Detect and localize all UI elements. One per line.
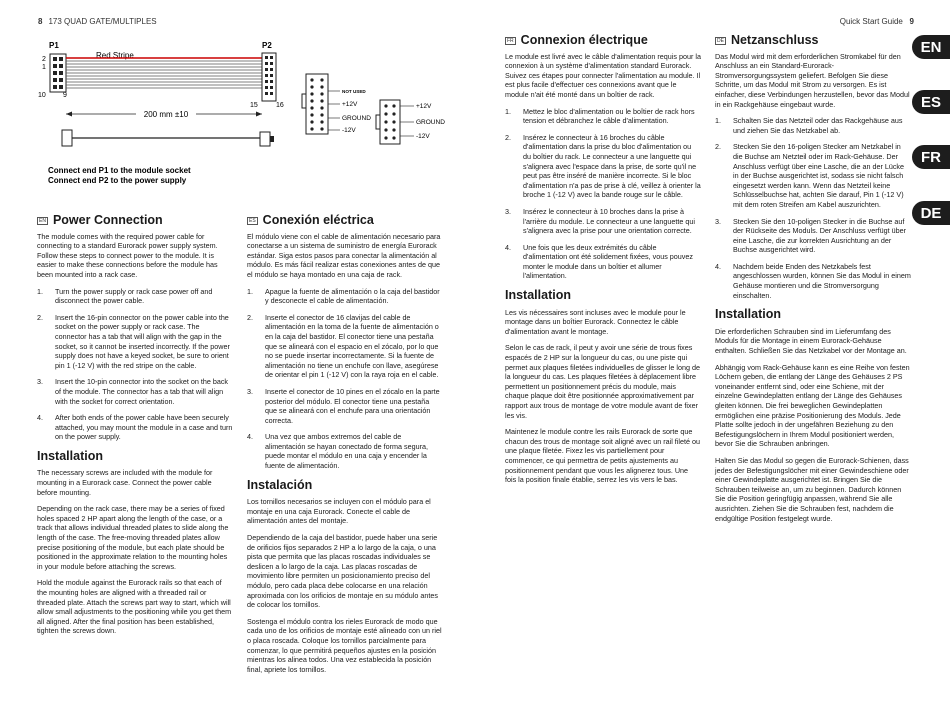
label-red-stripe: Red Stripe — [96, 51, 134, 60]
step-number: 4. — [37, 413, 43, 423]
step-text: Nachdem beide Enden des Netzkabels fest angeschlossen wurden, können Sie das Modul in einem Gehäuse montieren und die Stromversorgung einschalten. — [733, 261, 911, 300]
installation-p1-de: Die erforderlichen Schrauben sind im Lieferumfang des Moduls für die Montage in einem Eurorack-Gehäuse enthalten. Schließen Sie das Netzkabel vor der Montage an. — [715, 326, 907, 356]
list-item — [715, 142, 911, 209]
installation-p3-es: Sostenga el módulo contra los rieles Eurorack de modo que cada uno de los orificios de montaje esté alineado con un riel o placa roscada. Coloque los tornillos parcialmente para comenzar, lo que permitirá pequeños ajustes en la posición mientras los alinea todos. Una vez establecida la posición final, apriete los tornillos. — [247, 616, 442, 674]
label-ground-a: GROUND — [342, 115, 371, 122]
heading-power-connection-fr — [505, 33, 701, 47]
step-text: Inserte el conector de 16 clavijas del cable de alimentación en la toma de la fuente de alimentación o en la caja del bastidor. El conector tiene una pestaña que se alineará con el espacio en el zócalo, por lo que no se puede insertar incorrectamente. Si la fuente de alimentación no tiene un enchufe con llave, asegúrese de orientar el pin 1 (-12 V) con la raya roja en el cable. — [265, 312, 439, 380]
installation-p2-fr: Selon le cas de rack, il peut y avoir une série de trous fixes espacés de 2 HP sur la longueur du cas, ou une piste qui permet aux plaques filetées individuelles de glisser le long de la longueur du cas. Les plaques filetées à déplacement libre permettent un positionnement précis du module, mais chaque plaque doit être positionnée approximativement par rapport aux trous de montage de votre module avant de fixer les vis. — [505, 343, 700, 420]
step-text: Insérez le connecteur à 10 broches dans la prise à l'arrière du module. Le connecteur a une languette qui s'alignera avec la prise pour une orientation correcte. — [523, 206, 695, 236]
step-number: 4. — [715, 261, 721, 271]
list-item — [37, 377, 233, 406]
label-plus-12v-b: +12V — [416, 103, 432, 110]
list-item — [247, 387, 443, 425]
guide-title: Quick Start Guide — [839, 17, 903, 26]
heading-power-connection-es — [247, 213, 443, 227]
lang-badge-es: ES — [249, 217, 256, 224]
intro-es: El módulo viene con el cable de alimentación necesario para conectarse a un sistema de suministro de energía Eurorack estándar. Siga estos pasos para conectar la alimentación al módulo. Es más fácil realizar estas conexiones antes de que el módulo se haya montado en una caja de rack. — [247, 231, 441, 279]
dimension-line — [66, 107, 262, 119]
steps-es — [247, 287, 443, 471]
list-item — [505, 207, 701, 236]
step-number: 3. — [715, 216, 721, 226]
title-de: Netzanschluss — [730, 33, 819, 47]
heading-power-connection-en — [37, 213, 233, 227]
step-text: Stecken Sie den 16-poligen Stecker am Netzkabel in die Buchse am Netzteil oder im Rack-Gehäuse. Der Anschluss verfügt über eine Lasche, die an der Lücke in der Buchse ausgerichtet ist, sodass sie nicht falsch eingesetzt werden kann. Wenn das Netzteil keine Schlüsselbuchse hat, achten Sie darauf, Pin 1 (-12 V) mit dem roten Streifen am Kabel auszurichten. — [733, 142, 905, 209]
installation-p1-en: The necessary screws are included with the module for mounting in a Eurorack case. Connect the power cable before mounting. — [37, 468, 213, 497]
power-cable-diagram — [36, 36, 456, 196]
installation-p1-es: Los tornillos necesarios se incluyen con el módulo para el montaje en una caja Eurorack. Conecte el cable de alimentación antes del montaje. — [247, 497, 431, 526]
installation-p3-en: Hold the module against the Eurorack rails so that each of the mounting holes are aligned with a threaded rail or threaded plate. Attach the screws part way to start, which will allow small adjustments to the positioning while you get them all aligned. After the final position has been established, tighten the screws down. — [37, 578, 232, 636]
label-not-used: NOT USED — [342, 89, 366, 94]
caption-p2: Connect end P2 to the power supply — [48, 176, 187, 185]
label-minus-12v-b: -12V — [416, 133, 430, 140]
label-p2: P2 — [262, 41, 272, 50]
installation-p3-de: Halten Sie das Modul so gegen die Eurorack-Schienen, dass jedes der Befestigungslöcher mit einer Gewindeschiene oder einer Gewindeplatte ausgerichtet ist. Bringen Sie die Schrauben teilweise an, um zu beginnen. Dadurch können Sie die Position geringfügig anpassen, während Sie alle ausrichten. Ziehen Sie die Schrauben fest, nachdem die endgültige Position festgelegt wurde. — [715, 455, 909, 523]
installation-p2-de: Abhängig vom Rack-Gehäuse kann es eine Reihe von festen Löchern geben, die entlang der Länge des Gehäuses 2 PS voneinander entfernt sind, oder eine Schiene, mit der einzelne Gewindeplatten entlang der Länge des Gehäuses gleiten können. Die frei beweglichen Gewindeplatten ermöglichen eine präzise Positionierung des Moduls. Jede Platte sollte jedoch in der ungefähren Beziehung zu den Befestigungslöchern in Ihrem Modul positioniert werden, bevor Sie die Schrauben anbringen. — [715, 362, 910, 449]
list-item — [37, 287, 233, 306]
step-number: 1. — [505, 106, 511, 116]
step-number: 2. — [37, 312, 43, 322]
label-pin-15: 15 — [250, 102, 258, 109]
label-plus-12v-a: +12V — [342, 101, 358, 108]
installation-p1-fr: Les vis nécessaires sont incluses avec le module pour le montage dans un boîtier Eurorack. Connectez le câble d'alimentation avant le montage. — [505, 307, 686, 336]
step-number: 2. — [505, 132, 511, 142]
installation-p2-es: Dependiendo de la caja del bastidor, puede haber una serie de orificios fijos separados 2 HP a lo largo de la caja, o una pista que permita que las placas roscadas individuales se deslicen a lo largo de la caja. Las placas roscadas de movimiento libre permiten un posicionamiento preciso del módulo, pero cada placa debe colocarse en una relación aproximada con los orificios de montaje en su módulo antes de colocar los tornillos. — [247, 533, 438, 610]
list-item — [37, 313, 233, 371]
step-number: 2. — [247, 312, 253, 322]
title-es: Conexión eléctrica — [262, 213, 374, 227]
intro-en: The module comes with the required power cable for connecting to a standard Eurorack power supply system. Follow these steps to connect power to the module. It is easier to make these connections before the module has been mounted into a rack case. — [37, 231, 218, 279]
step-number: 4. — [505, 242, 511, 252]
list-item — [37, 413, 233, 442]
installation-p3-fr: Maintenez le module contre les rails Eurorack de sorte que chacun des trous de montage soit aligné avec un rail fileté ou une plaque filetée. Fixez les vis partiellement pour commencer, ce qui permettra de petits ajustements au positionnement pendant que vous les alignerez tous. Une fois la position finale établie, serrez les vis vers le bas. — [505, 427, 700, 485]
tab-es[interactable]: ES — [912, 90, 950, 114]
label-pin-10: 10 — [38, 92, 46, 99]
pinout-16 — [302, 74, 371, 134]
heading-installation-de: Installation — [715, 307, 781, 322]
connector-p2 — [262, 53, 276, 101]
label-pin-2: 2 — [42, 56, 46, 63]
list-item — [505, 107, 701, 126]
cable-side-view — [62, 130, 274, 146]
page-number-right: 9 — [909, 17, 914, 26]
label-pin-9: 9 — [63, 92, 67, 99]
header-left — [38, 17, 157, 26]
list-item — [715, 262, 911, 300]
step-text: Insert the 10-pin connector into the socket on the back of the module. The connector has a tab that will align with the socket for correct orientation. — [55, 377, 229, 406]
product-title: 173 QUAD GATE/MULTIPLES — [48, 17, 157, 26]
title-fr: Connexion électrique — [520, 33, 648, 47]
step-text: Insérez le connecteur à 16 broches du câble d'alimentation dans la prise du bloc d'alimentation ou du boîtier du rack. Le connecteur a une languette qui s'alignera avec l'espace dans la prise, de sorte qu'il ne peut pas être inséré de manière incorrecte. Si le bloc d'alimentation n'a pas de prise à clé, veillez à orienter la broche 1 (-12 V) avec la bande rouge sur le câble. — [523, 132, 701, 200]
step-text: Turn the power supply or rack case power off and disconnect the power cable. — [55, 286, 213, 306]
step-number: 3. — [37, 377, 43, 387]
tab-en[interactable]: EN — [912, 35, 950, 59]
label-p1: P1 — [49, 41, 59, 50]
caption-p1: Connect end P1 to the module socket — [48, 166, 191, 175]
step-text: Inserte el conector de 10 pines en el zócalo en la parte posterior del módulo. El conector tiene una pestaña que se alineará con el enchufe para una orientación correcta. — [265, 386, 440, 425]
steps-de — [715, 116, 911, 300]
step-number: 1. — [247, 286, 253, 296]
section-es — [247, 213, 443, 681]
step-number: 4. — [247, 432, 253, 442]
label-ground-b: GROUND — [416, 119, 445, 126]
section-en — [37, 213, 233, 643]
step-text: Mettez le bloc d'alimentation ou le boîtier de rack hors tension et débranchez le câble d'alimentation. — [523, 106, 695, 126]
intro-fr: Le module est livré avec le câble d'alimentation requis pour la connexion à un système d'alimentation standard Eurorack. Suivez ces étapes pour connecter l'alimentation au module. Il est plus facile d'effectuer ces connexions avant que le module n'ait été monté dans un boîtier de rack. — [505, 51, 701, 99]
list-item — [505, 243, 701, 281]
step-number: 3. — [247, 386, 253, 396]
step-text: Apague la fuente de alimentación o la caja del bastidor y desconecte el cable de alimentación. — [265, 286, 440, 306]
heading-installation-es: Instalación — [247, 477, 313, 492]
steps-fr — [505, 107, 701, 282]
lang-badge-fr: FR — [507, 37, 514, 44]
step-text: Stecken Sie den 10-poligen Stecker in die Buchse auf der Rückseite des Moduls. Der Anschluss verfügt über eine Lasche, die zur korrekten Ausrichtung an der Buchse ausgerichtet wird. — [733, 216, 906, 255]
steps-en — [37, 287, 233, 442]
heading-power-connection-de — [715, 33, 911, 47]
list-item — [247, 287, 443, 306]
installation-p2-en: Depending on the rack case, there may be a series of fixed holes spaced 2 HP apart along the length of the case, or a track that allows individual threaded plates to slide along the length of the case. The free-moving threaded plates allow precise positioning of the module, but each plate should be positioned in the approximate relation to the mounting holes in your module before attaching the screws. — [37, 504, 229, 571]
step-text: Schalten Sie das Netzteil oder das Rackgehäuse aus und ziehen Sie das Netzkabel ab. — [733, 116, 903, 135]
step-text: Una vez que ambos extremos del cable de alimentación se hayan conectado de forma segura, puede montar el módulo en una caja y encender la fuente de alimentación. — [265, 432, 429, 471]
intro-de: Das Modul wird mit dem erforderlichen Stromkabel für den Anschluss an ein Standard-Eurorack-Stromversorgungssystem geliefert. Befolgen Sie diese Schritte, um das Modul mit Strom zu versorgen. Es ist einfacher, diese Verbindungen herzustellen, bevor das Modul in ein Rackgehäuse eingebaut wurde. — [715, 51, 910, 109]
label-minus-12v-a: -12V — [342, 127, 356, 134]
title-en: Power Connection — [52, 213, 163, 227]
step-text: Insert the 16-pin connector on the power cable into the socket on the power supply or rack case. The connector has a tab that will align with the gap in the socket, so it cannot be inserted incorrectly. If the power supply does not have a keyed socket, be sure to orient pin 1 (-12 V) with the red stripe on the cable. — [55, 312, 230, 370]
step-number: 1. — [715, 116, 721, 126]
list-item — [715, 217, 911, 255]
list-item — [505, 133, 701, 200]
label-length: 200 mm ±10 — [143, 110, 189, 119]
connector-p1 — [50, 54, 66, 92]
list-item — [715, 116, 911, 135]
step-number: 2. — [715, 142, 721, 152]
lang-badge-en: EN — [39, 217, 46, 224]
lang-badge-de: DE — [717, 37, 724, 44]
heading-installation-fr: Installation — [505, 288, 571, 303]
page-number-left: 8 — [38, 17, 43, 26]
heading-installation-en: Installation — [37, 448, 103, 463]
label-pin-1-left: 1 — [42, 64, 46, 71]
step-number: 3. — [505, 206, 511, 216]
tab-de[interactable]: DE — [912, 201, 950, 225]
header-right — [840, 17, 914, 26]
pinout-10 — [376, 100, 445, 144]
list-item — [247, 432, 443, 470]
step-text: Une fois que les deux extrémités du câble d'alimentation ont été solidement fixées, vous pouvez monter le module dans un boîtier et allumer l'alimentation. — [523, 242, 693, 281]
label-pin-16: 16 — [276, 102, 284, 109]
tab-fr[interactable]: FR — [912, 145, 950, 169]
step-number: 1. — [37, 286, 43, 296]
list-item — [247, 313, 443, 380]
section-de — [715, 33, 911, 530]
step-text: After both ends of the power cable have been securely attached, you may mount the module in a case and turn on the power supply. — [55, 413, 233, 442]
section-fr — [505, 33, 701, 492]
